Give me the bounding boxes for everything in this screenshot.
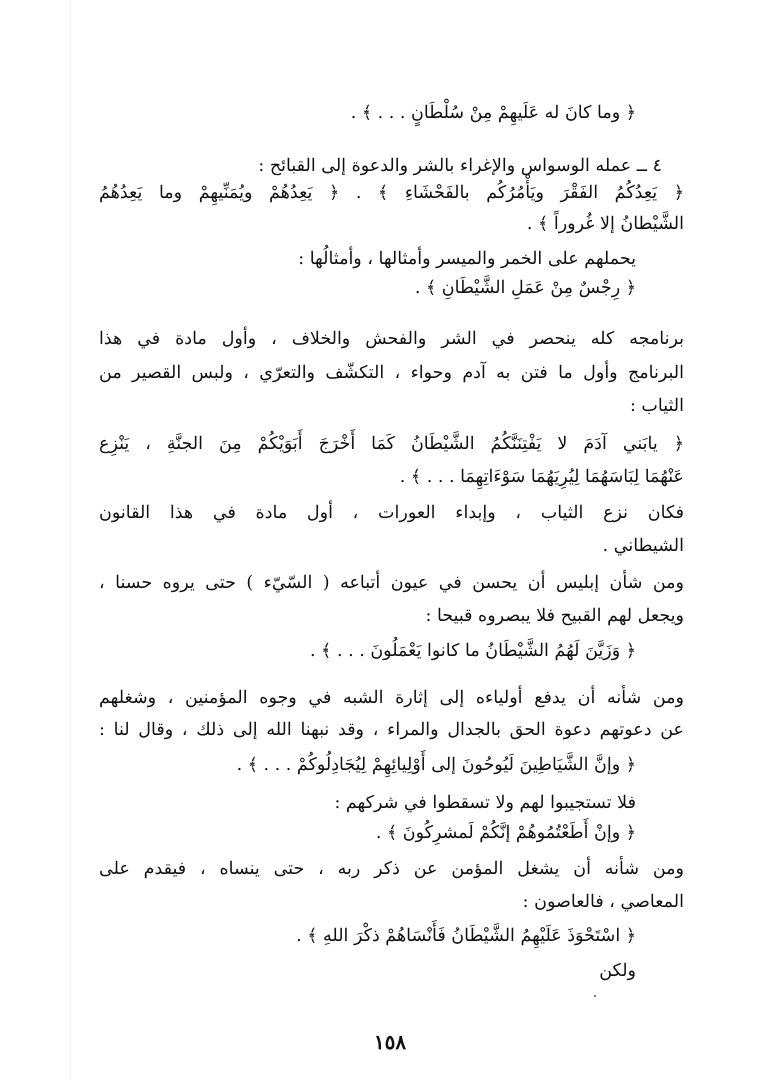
section-heading-line: ٤ ــ عمله الوسواس والإغراء بالشر والدعوة إلى القبائح :	[258, 156, 662, 176]
page-edge-shadow	[70, 0, 71, 1080]
paragraph-line: يحملهم على الخمر والميسر وأمثالها ، وأمثالُها :	[298, 249, 636, 269]
quran-verse-line: ﴿ يَعِدُكُمُ الفَقْرَ ويَأْمُرُكُم بالفَحْشَاءِ ﴾ . ﴿ يَعِدُهُمْ ويُمَنِّيهِمْ وما يَعِدُهُمُ	[99, 183, 684, 203]
paragraph-line: المعاصي ، فالعاصون :	[522, 892, 684, 912]
print-speck	[594, 995, 596, 997]
paragraph-line: الشيطاني .	[602, 536, 684, 556]
quran-verse-line: عَنْهُمَا لِبَاسَهُمَا لِيُرِيَهُمَا سَوْءَاتِهِمَا . . . ﴾ .	[399, 467, 684, 487]
paragraph-line: ومن شأنه أن يدفع أولياءه إلى إثارة الشبه في وجوه المؤمنين ، وشغلهم	[99, 688, 684, 708]
paragraph-line: الثياب :	[629, 396, 684, 416]
quran-verse-line: ﴿ يابَني آدَمَ لا يَفْتِنَنَّكُمُ الشَّيْطَانُ كَمَا أَخْرَجَ أَبَوَيْكُمْ مِنَ الجنَّةِ ، يَنْزِع	[99, 434, 684, 454]
quran-verse-line: الشَّيْطانُ إلا غُروراً ﴾ .	[526, 214, 684, 234]
quran-verse-line: ﴿ وما كانَ له عَلَيهِمْ مِنْ سُلْطَانٍ . . . ﴾ .	[350, 103, 636, 123]
paragraph-line: فكان نزع الثياب ، وإبداء العورات ، أول مادة في هذا القانون	[99, 503, 684, 523]
quran-verse-line: ﴿ رِجْسٌ مِنْ عَمَلِ الشَّيْطَانِ ﴾ .	[414, 278, 636, 298]
paragraph-line: ويجعل لهم القبيح فلا يبصروه قبيحا :	[425, 606, 684, 626]
quran-verse-line: ﴿ وإنَّ الشَّيَاطِينَ لَيُوحُونَ إلى أَوْلِيائِهِمْ لِيُجَادِلُوكُمْ . . . ﴾ .	[236, 755, 636, 775]
page-number: ١٥٨	[373, 1030, 407, 1054]
paragraph-line: برنامجه كله ينحصر في الشر والفحش والخلاف ، وأول مادة في هذا	[99, 329, 684, 349]
paragraph-line: ومن شأن إبليس أن يحسن في عيون أتباعه ( السّيّء ) حتى يروه حسنا ،	[99, 573, 684, 593]
quran-verse-line: ﴿ وَزَيَّنَ لَهُمُ الشَّيْطَانُ ما كانوا يَعْمَلُونَ . . . ﴾ .	[310, 641, 636, 661]
paragraph-line: ومن شأنه أن يشغل المؤمن عن ذكر ربه ، حتى ينساه ، فيقدم على	[99, 859, 684, 879]
paragraph-line: البرنامج وأول ما فتن به آدم وحواء ، التكشّف والتعرّي ، ولبس القصير من	[99, 363, 684, 383]
quran-verse-line: ﴿ اسْتَحْوَذَ عَلَيْهِمُ الشَّيْطَانُ فَأَنْسَاهُمْ ذكْرَ اللهِ ﴾ .	[296, 926, 636, 946]
paragraph-line: ولكن	[599, 961, 636, 981]
paragraph-line: فلا تستجيبوا لهم ولا تسقطوا في شركهم :	[334, 793, 636, 813]
quran-verse-line: ﴿ وإنْ أَطَعْتُمُوهُمْ إنَّكُمْ لَمشرِكُونَ ﴾ .	[375, 823, 636, 843]
paragraph-line: عن دعوتهم دعوة الحق بالجدال والمراء ، وقد نبهنا الله إلى ذلك ، وقال لنا :	[99, 720, 684, 740]
